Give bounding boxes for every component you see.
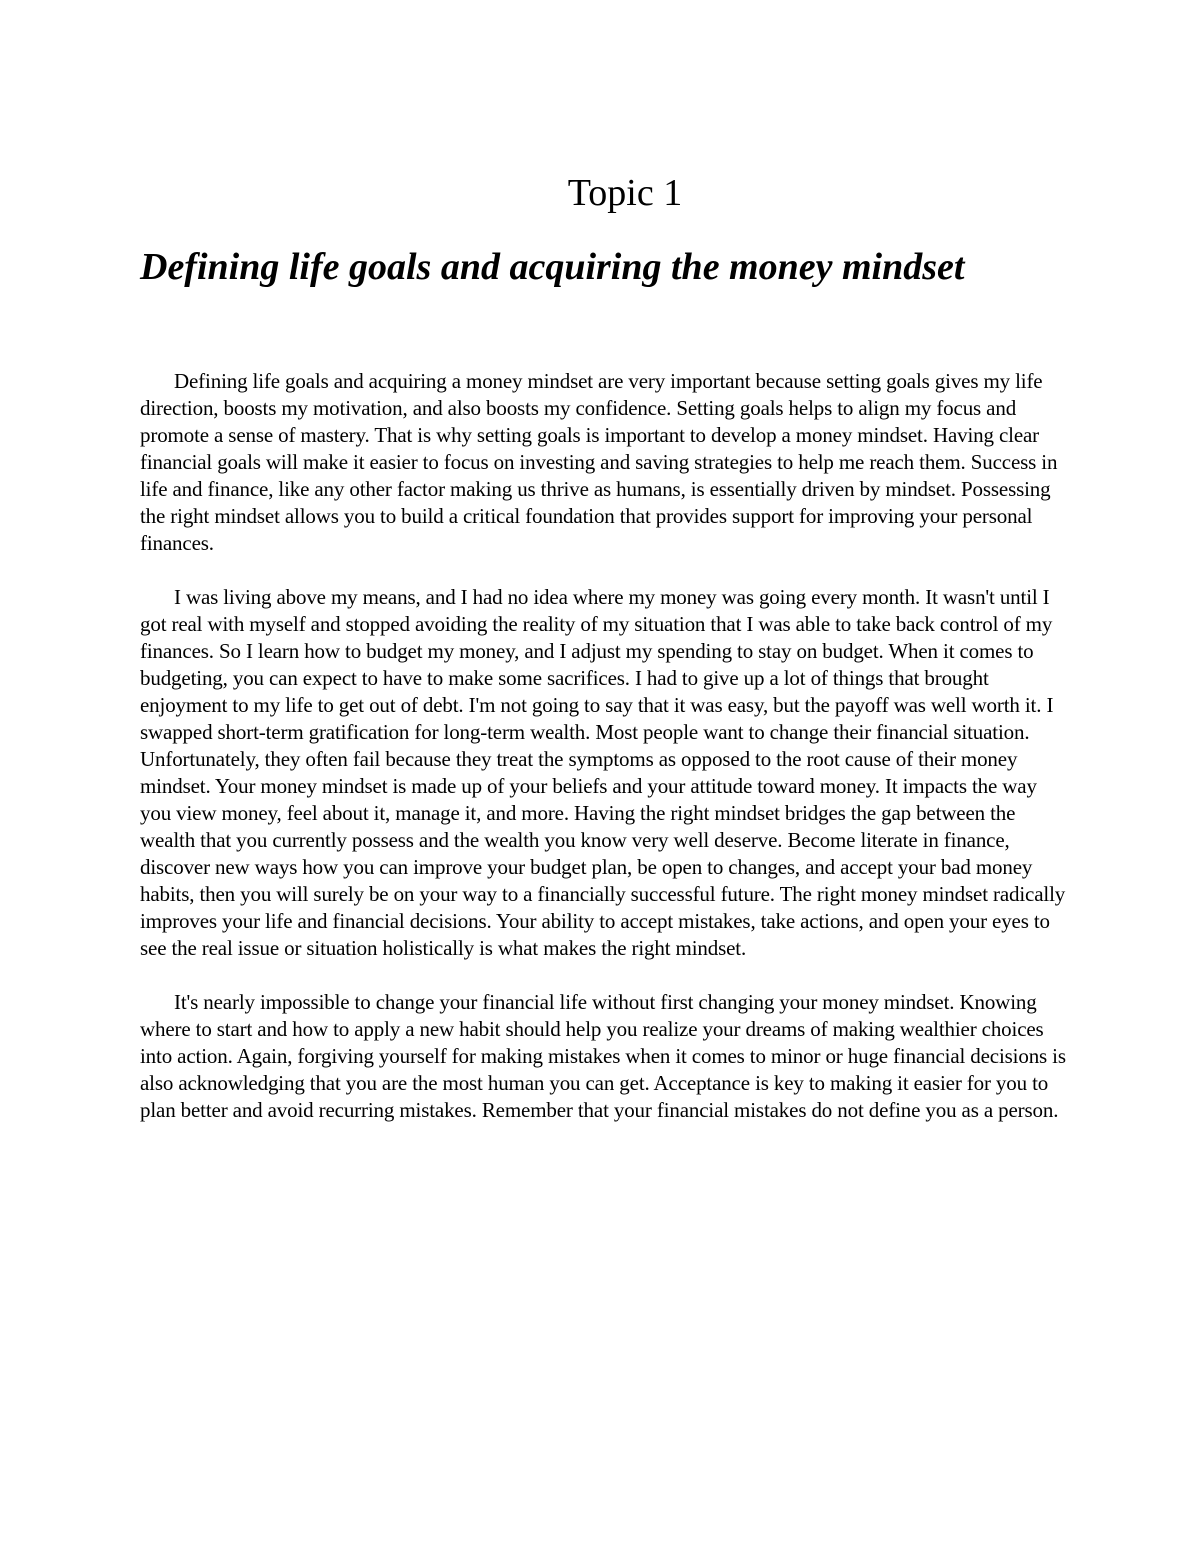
body-text xyxy=(140,368,1070,1151)
document-title: Defining life goals and acquiring the money mindset xyxy=(140,246,965,288)
topic-label: Topic 1 xyxy=(567,172,683,214)
paragraph-budgeting: I was living above my means, and I had no idea where my money was going every month. It wasn't until I got real with myself and stopped avoiding the reality of my situation that I was able to take back control of my finances. So I learn how to budget my money, and I adjust my spending to stay on budget. When it comes to budgeting, you can expect to have to make some sacrifices. I had to give up a lot of things that brought enjoyment to my life to get out of debt. I'm not going to say that it was easy, but the payoff was well worth it. I swapped short-term gratification for long-term wealth. Most people want to change their financial situation. Unfortunately, they often fail because they treat the symptoms as opposed to the root cause of their money mindset. Your money mindset is made up of your beliefs and your attitude toward money. It impacts the way you view money, feel about it, manage it, and more. Having the right mindset bridges the gap between the wealth that you currently possess and the wealth you know very well deserve. Become literate in finance, discover new ways how you can improve your budget plan, be open to changes, and accept your bad money habits, then you will surely be on your way to a financially successful future. The right money mindset radically improves your life and financial decisions. Your ability to accept mistakes, take actions, and open your eyes to see the real issue or situation holistically is what makes the right mindset. xyxy=(140,585,1066,960)
paragraph-life-goals: Defining life goals and acquiring a money mindset are very important because setting goals gives my life direction, boosts my motivation, and also boosts my confidence. Setting goals helps to align my focus and promote a sense of mastery. That is why setting goals is important to develop a money mindset. Having clear financial goals will make it easier to focus on investing and saving strategies to help me reach them. Success in life and finance, like any other factor making us thrive as humans, is essentially driven by mindset. Possessing the right mindset allows you to build a critical foundation that provides support for improving your personal finances. xyxy=(140,369,1058,555)
paragraph-changing-mindset: It's nearly impossible to change your financial life without first changing your money mindset. Knowing where to start and how to apply a new habit should help you realize your dreams of making wealthier choices into action. Again, forgiving yourself for making mistakes when it comes to minor or huge financial decisions is also acknowledging that you are the most human you can get. Acceptance is key to making it easier for you to plan better and avoid recurring mistakes. Remember that your financial mistakes do not define you as a person. xyxy=(140,990,1066,1122)
